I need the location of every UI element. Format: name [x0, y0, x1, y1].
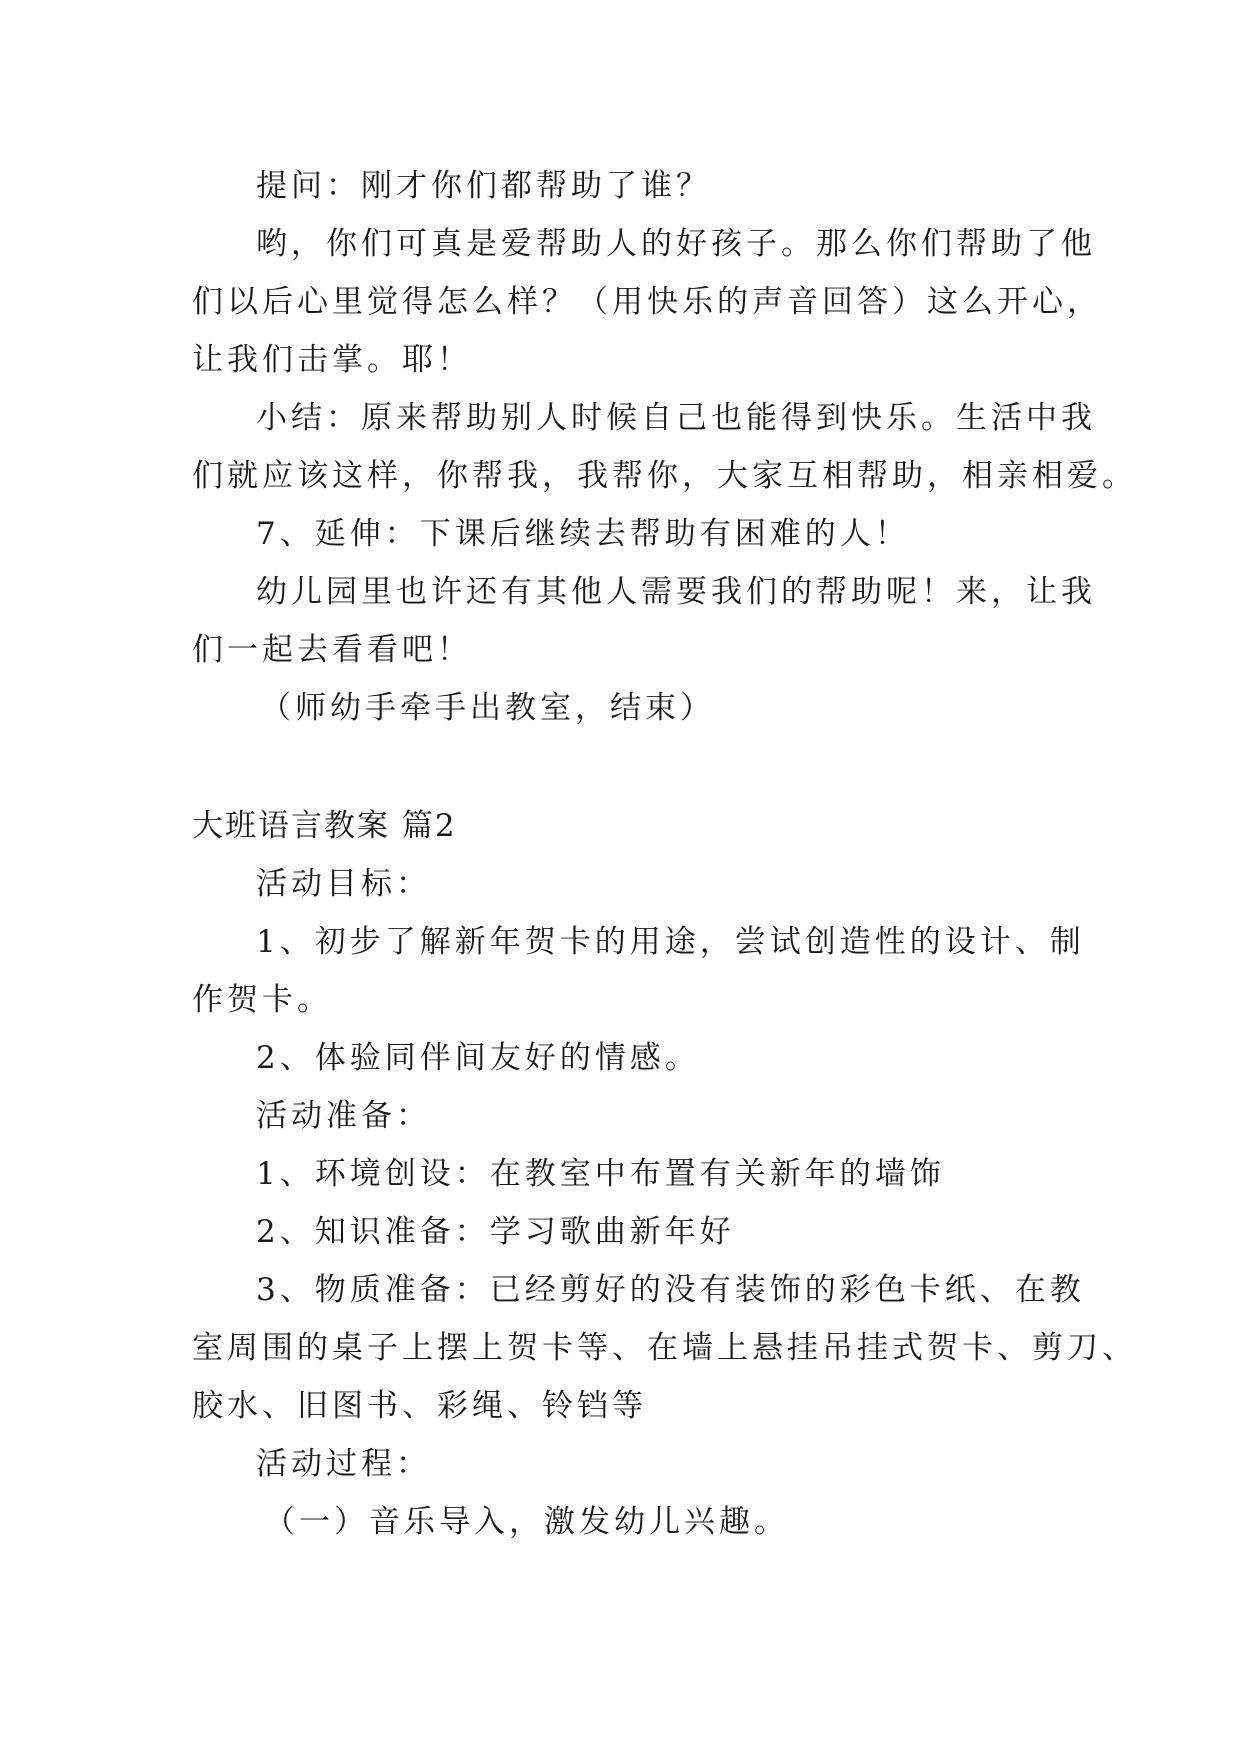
paragraph-question: 提问：刚才你们都帮助了谁？: [256, 168, 711, 204]
goal-1-line2: 作贺卡。: [192, 982, 332, 1018]
paragraph-kindergarten-line1: 幼儿园里也许还有其他人需要我们的帮助呢！来，让我: [256, 574, 1096, 610]
prep-3-line1: 3、物质准备：已经剪好的没有装饰的彩色卡纸、在教: [256, 1272, 1085, 1308]
prep-1: 1、环境创设：在教室中布置有关新年的墙饰: [256, 1156, 945, 1192]
paragraph-praise-line2: 们以后心里觉得怎么样？（用快乐的声音回答）这么开心，: [192, 284, 1102, 320]
paragraph-kindergarten-line2: 们一起去看看吧！: [192, 632, 472, 668]
paragraph-praise-line3: 让我们击掌。耶！: [192, 342, 472, 378]
prep-3-line2: 室周围的桌子上摆上贺卡等、在墙上悬挂吊挂式贺卡、剪刀、: [192, 1330, 1137, 1366]
paragraph-extension: 7、延伸：下课后继续去帮助有困难的人！: [256, 516, 910, 552]
paragraph-summary-line2: 们就应该这样，你帮我，我帮你，大家互相帮助，相亲相爱。: [192, 458, 1137, 494]
prep-3-line3: 胶水、旧图书、彩绳、铃铛等: [192, 1388, 647, 1424]
prep-2: 2、知识准备：学习歌曲新年好: [256, 1214, 735, 1250]
activity-prep-label: 活动准备：: [256, 1098, 431, 1134]
activity-goals-label: 活动目标：: [256, 866, 431, 902]
activity-process-label: 活动过程：: [256, 1446, 431, 1482]
paragraph-ending-note: （师幼手牵手出教室，结束）: [260, 690, 715, 726]
process-step-1: （一）音乐导入，激发幼儿兴趣。: [264, 1504, 789, 1540]
paragraph-praise-line1: 哟，你们可真是爱帮助人的好孩子。那么你们帮助了他: [256, 226, 1096, 262]
goal-1-line1: 1、初步了解新年贺卡的用途，尝试创造性的设计、制: [256, 924, 1085, 960]
paragraph-summary-line1: 小结：原来帮助别人时候自己也能得到快乐。生活中我: [256, 400, 1096, 436]
section-heading: 大班语言教案 篇2: [192, 808, 457, 844]
goal-2: 2、体验同伴间友好的情感。: [256, 1040, 700, 1076]
